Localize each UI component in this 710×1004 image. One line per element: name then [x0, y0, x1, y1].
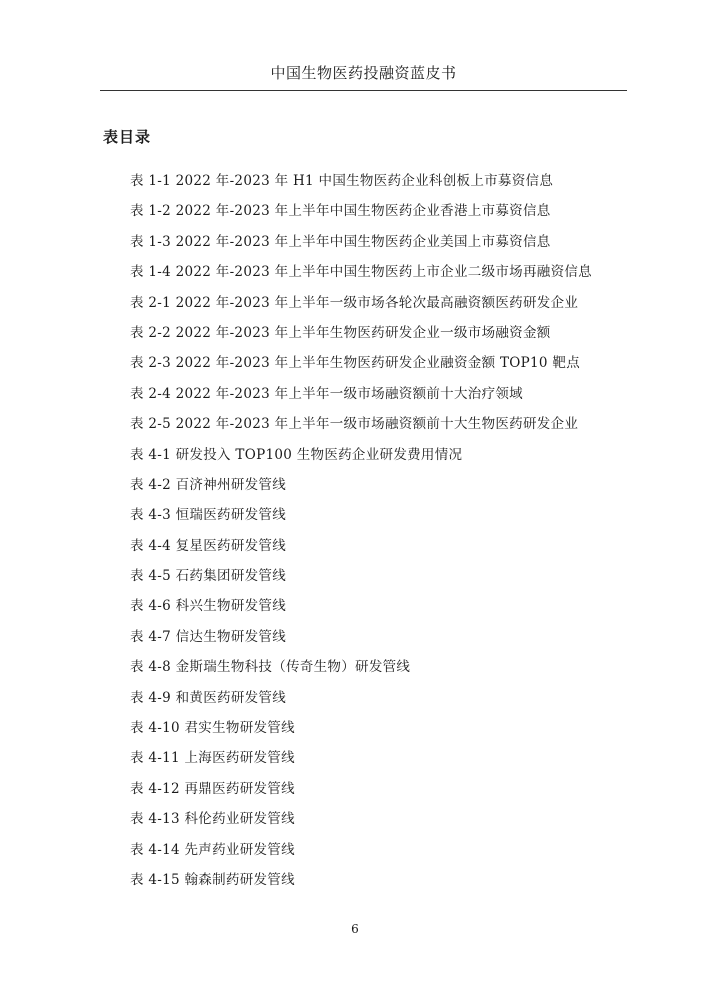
- toc-item-4-13[interactable]: 表 4-13 科伦药业研发管线: [130, 811, 295, 828]
- toc-item-4-12[interactable]: 表 4-12 再鼎医药研发管线: [130, 780, 295, 797]
- toc-item-4-11[interactable]: 表 4-11 上海医药研发管线: [130, 750, 295, 767]
- toc-item-1-4[interactable]: 表 1-4 2022 年-2023 年上半年中国生物医药上市企业二级市场再融资信息: [130, 264, 592, 281]
- table-of-tables: [130, 166, 630, 895]
- toc-item-4-8[interactable]: 表 4-8 金斯瑞生物科技（传奇生物）研发管线: [130, 659, 411, 676]
- toc-item-4-3[interactable]: 表 4-3 恒瑞医药研发管线: [130, 507, 287, 524]
- toc-item-1-3[interactable]: 表 1-3 2022 年-2023 年上半年中国生物医药企业美国上市募资信息: [130, 233, 551, 250]
- toc-item-4-7[interactable]: 表 4-7 信达生物研发管线: [130, 628, 287, 645]
- toc-item-2-1[interactable]: 表 2-1 2022 年-2023 年上半年一级市场各轮次最高融资额医药研发企业: [130, 294, 579, 311]
- toc-item-2-2[interactable]: 表 2-2 2022 年-2023 年上半年生物医药研发企业一级市场融资金额: [130, 324, 551, 341]
- toc-item-4-10[interactable]: 表 4-10 君实生物研发管线: [130, 720, 295, 737]
- toc-item-1-2[interactable]: 表 1-2 2022 年-2023 年上半年中国生物医药企业香港上市募资信息: [130, 203, 551, 220]
- toc-item-4-9[interactable]: 表 4-9 和黄医药研发管线: [130, 689, 287, 706]
- toc-item-4-2[interactable]: 表 4-2 百济神州研发管线: [130, 476, 287, 493]
- toc-item-4-4[interactable]: 表 4-4 复星医药研发管线: [130, 537, 287, 554]
- toc-item-4-14[interactable]: 表 4-14 先声药业研发管线: [130, 841, 295, 858]
- toc-item-4-1[interactable]: 表 4-1 研发投入 TOP100 生物医药企业研发费用情况: [130, 446, 463, 463]
- toc-item-2-4[interactable]: 表 2-4 2022 年-2023 年上半年一级市场融资额前十大治疗领域: [130, 385, 523, 402]
- toc-item-4-6[interactable]: 表 4-6 科兴生物研发管线: [130, 598, 287, 615]
- page-header: 中国生物医药投融资蓝皮书: [100, 62, 627, 91]
- toc-item-1-1[interactable]: 表 1-1 2022 年-2023 年 H1 中国生物医药企业科创板上市募资信息: [130, 173, 554, 189]
- page-number: 6: [351, 922, 359, 936]
- toc-item-2-3[interactable]: 表 2-3 2022 年-2023 年上半年生物医药研发企业融资金额 TOP10 靶点: [130, 355, 580, 372]
- toc-item-4-15[interactable]: 表 4-15 翰森制药研发管线: [130, 871, 295, 888]
- section-title: 表目录: [103, 128, 152, 146]
- toc-item-2-5[interactable]: 表 2-5 2022 年-2023 年上半年一级市场融资额前十大生物医药研发企业: [130, 416, 579, 433]
- toc-item-4-5[interactable]: 表 4-5 石药集团研发管线: [130, 568, 287, 585]
